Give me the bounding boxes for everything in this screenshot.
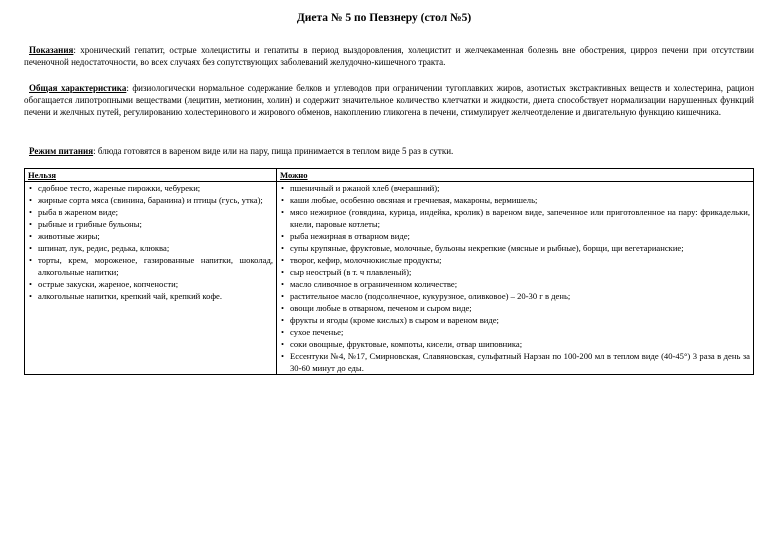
general-paragraph bbox=[24, 82, 754, 118]
list-item: • творог, кефир, молочнокислые продукты; bbox=[280, 254, 750, 266]
indications-text: : хронический гепатит, острые холециститы и гепатиты в период выздоровления, холецистит и желчекаменная болезнь вне обострения, цирроз печени при отсутствии печеночной недостаточности, во всех случаях без сопутствующих заболеваний желудочно-кишечного тракта. bbox=[24, 45, 754, 67]
list-item: • алкогольные напитки, крепкий чай, крепкий кофе. bbox=[28, 290, 273, 302]
list-item: • шпинат, лук, редис, редька, клюква; bbox=[28, 242, 273, 254]
table-row bbox=[25, 182, 754, 375]
list-item: • сыр неострый (в т. ч плавленый); bbox=[280, 266, 750, 278]
page-title: Диета № 5 по Певзнеру (стол №5) bbox=[296, 12, 472, 24]
forbidden-header: Нельзя bbox=[25, 169, 277, 182]
list-item: • соки овощные, фруктовые, компоты, кисели, отвар шиповника; bbox=[280, 338, 750, 350]
list-item: • каши любые, особенно овсяная и гречневая, макароны, вермишель; bbox=[280, 194, 750, 206]
allowed-cell bbox=[277, 182, 754, 375]
list-item: • овощи любые в отварном, печеном и сыром виде; bbox=[280, 302, 750, 314]
list-item: • сдобное тесто, жареные пирожки, чебуреки; bbox=[28, 182, 273, 194]
list-item: • пшеничный и ржаной хлеб (вчерашний); bbox=[280, 182, 750, 194]
list-item: • животные жиры; bbox=[28, 230, 273, 242]
list-item: • рыба в жареном виде; bbox=[28, 206, 273, 218]
list-item: • фрукты и ягоды (кроме кислых) в сыром и вареном виде; bbox=[280, 314, 750, 326]
general-label: Общая характеристика bbox=[29, 83, 127, 93]
table-header-row bbox=[25, 169, 754, 182]
list-item: • рыба нежирная в отварном виде; bbox=[280, 230, 750, 242]
list-item: • рыбные и грибные бульоны; bbox=[28, 218, 273, 230]
list-item: • жирные сорта мяса (свинина, баранина) и птицы (гусь, утка); bbox=[28, 194, 273, 206]
diet-table bbox=[24, 168, 754, 375]
regimen-paragraph bbox=[24, 145, 754, 157]
list-item: • мясо нежирное (говядина, курица, индейка, кролик) в вареном виде, запеченное или приготовленное на пару: фрикадельки, кнели, паровые котлеты; bbox=[280, 206, 750, 230]
list-item: • сухое печенье; bbox=[280, 326, 750, 338]
allowed-list bbox=[280, 182, 750, 374]
forbidden-cell bbox=[25, 182, 277, 375]
list-item: • растительное масло (подсолнечное, кукурузное, оливковое) – 20-30 г в день; bbox=[280, 290, 750, 302]
list-item: • острые закуски, жареное, копчености; bbox=[28, 278, 273, 290]
indications-label: Показания bbox=[29, 45, 74, 55]
list-item: • масло сливочное в ограниченном количестве; bbox=[280, 278, 750, 290]
list-item: • супы крупяные, фруктовые, молочные, бульоны некрепкие (мясные и рыбные), борщи, щи вегетарианские; bbox=[280, 242, 750, 254]
indications-paragraph bbox=[24, 44, 754, 68]
regimen-text: : блюда готовятся в вареном виде или на пару, пища принимается в теплом виде 5 раз в сутки. bbox=[93, 146, 454, 156]
regimen-label: Режим питания bbox=[29, 146, 94, 156]
list-item: • Ессентуки №4, №17, Смирновская, Славяновская, сульфатный Нарзан по 100-200 мл в теплом виде (40-45°) 3 раза в день за 30-60 минут до еды. bbox=[280, 350, 750, 374]
forbidden-list bbox=[28, 182, 273, 302]
list-item: • торты, крем, мороженое, газированные напитки, шоколад, алкогольные напитки; bbox=[28, 254, 273, 278]
allowed-header: Можно bbox=[277, 169, 754, 182]
general-text: : физиологически нормальное содержание белков и углеводов при ограничении тугоплавких жиров, азотистых экстрактивных веществ и холестерина, рацион обогащается липотропными веществами (лецитин, метионин, холин) и содержит значительное количество клетчатки и жидкости, диета способствует нормализации нарушенных функций печени и желчных путей, регулированию холестеринового и жирового обменов, накоплению гликогена в печени, стимулирует желчеотделение и двигательную функцию кишечника. bbox=[24, 83, 755, 117]
